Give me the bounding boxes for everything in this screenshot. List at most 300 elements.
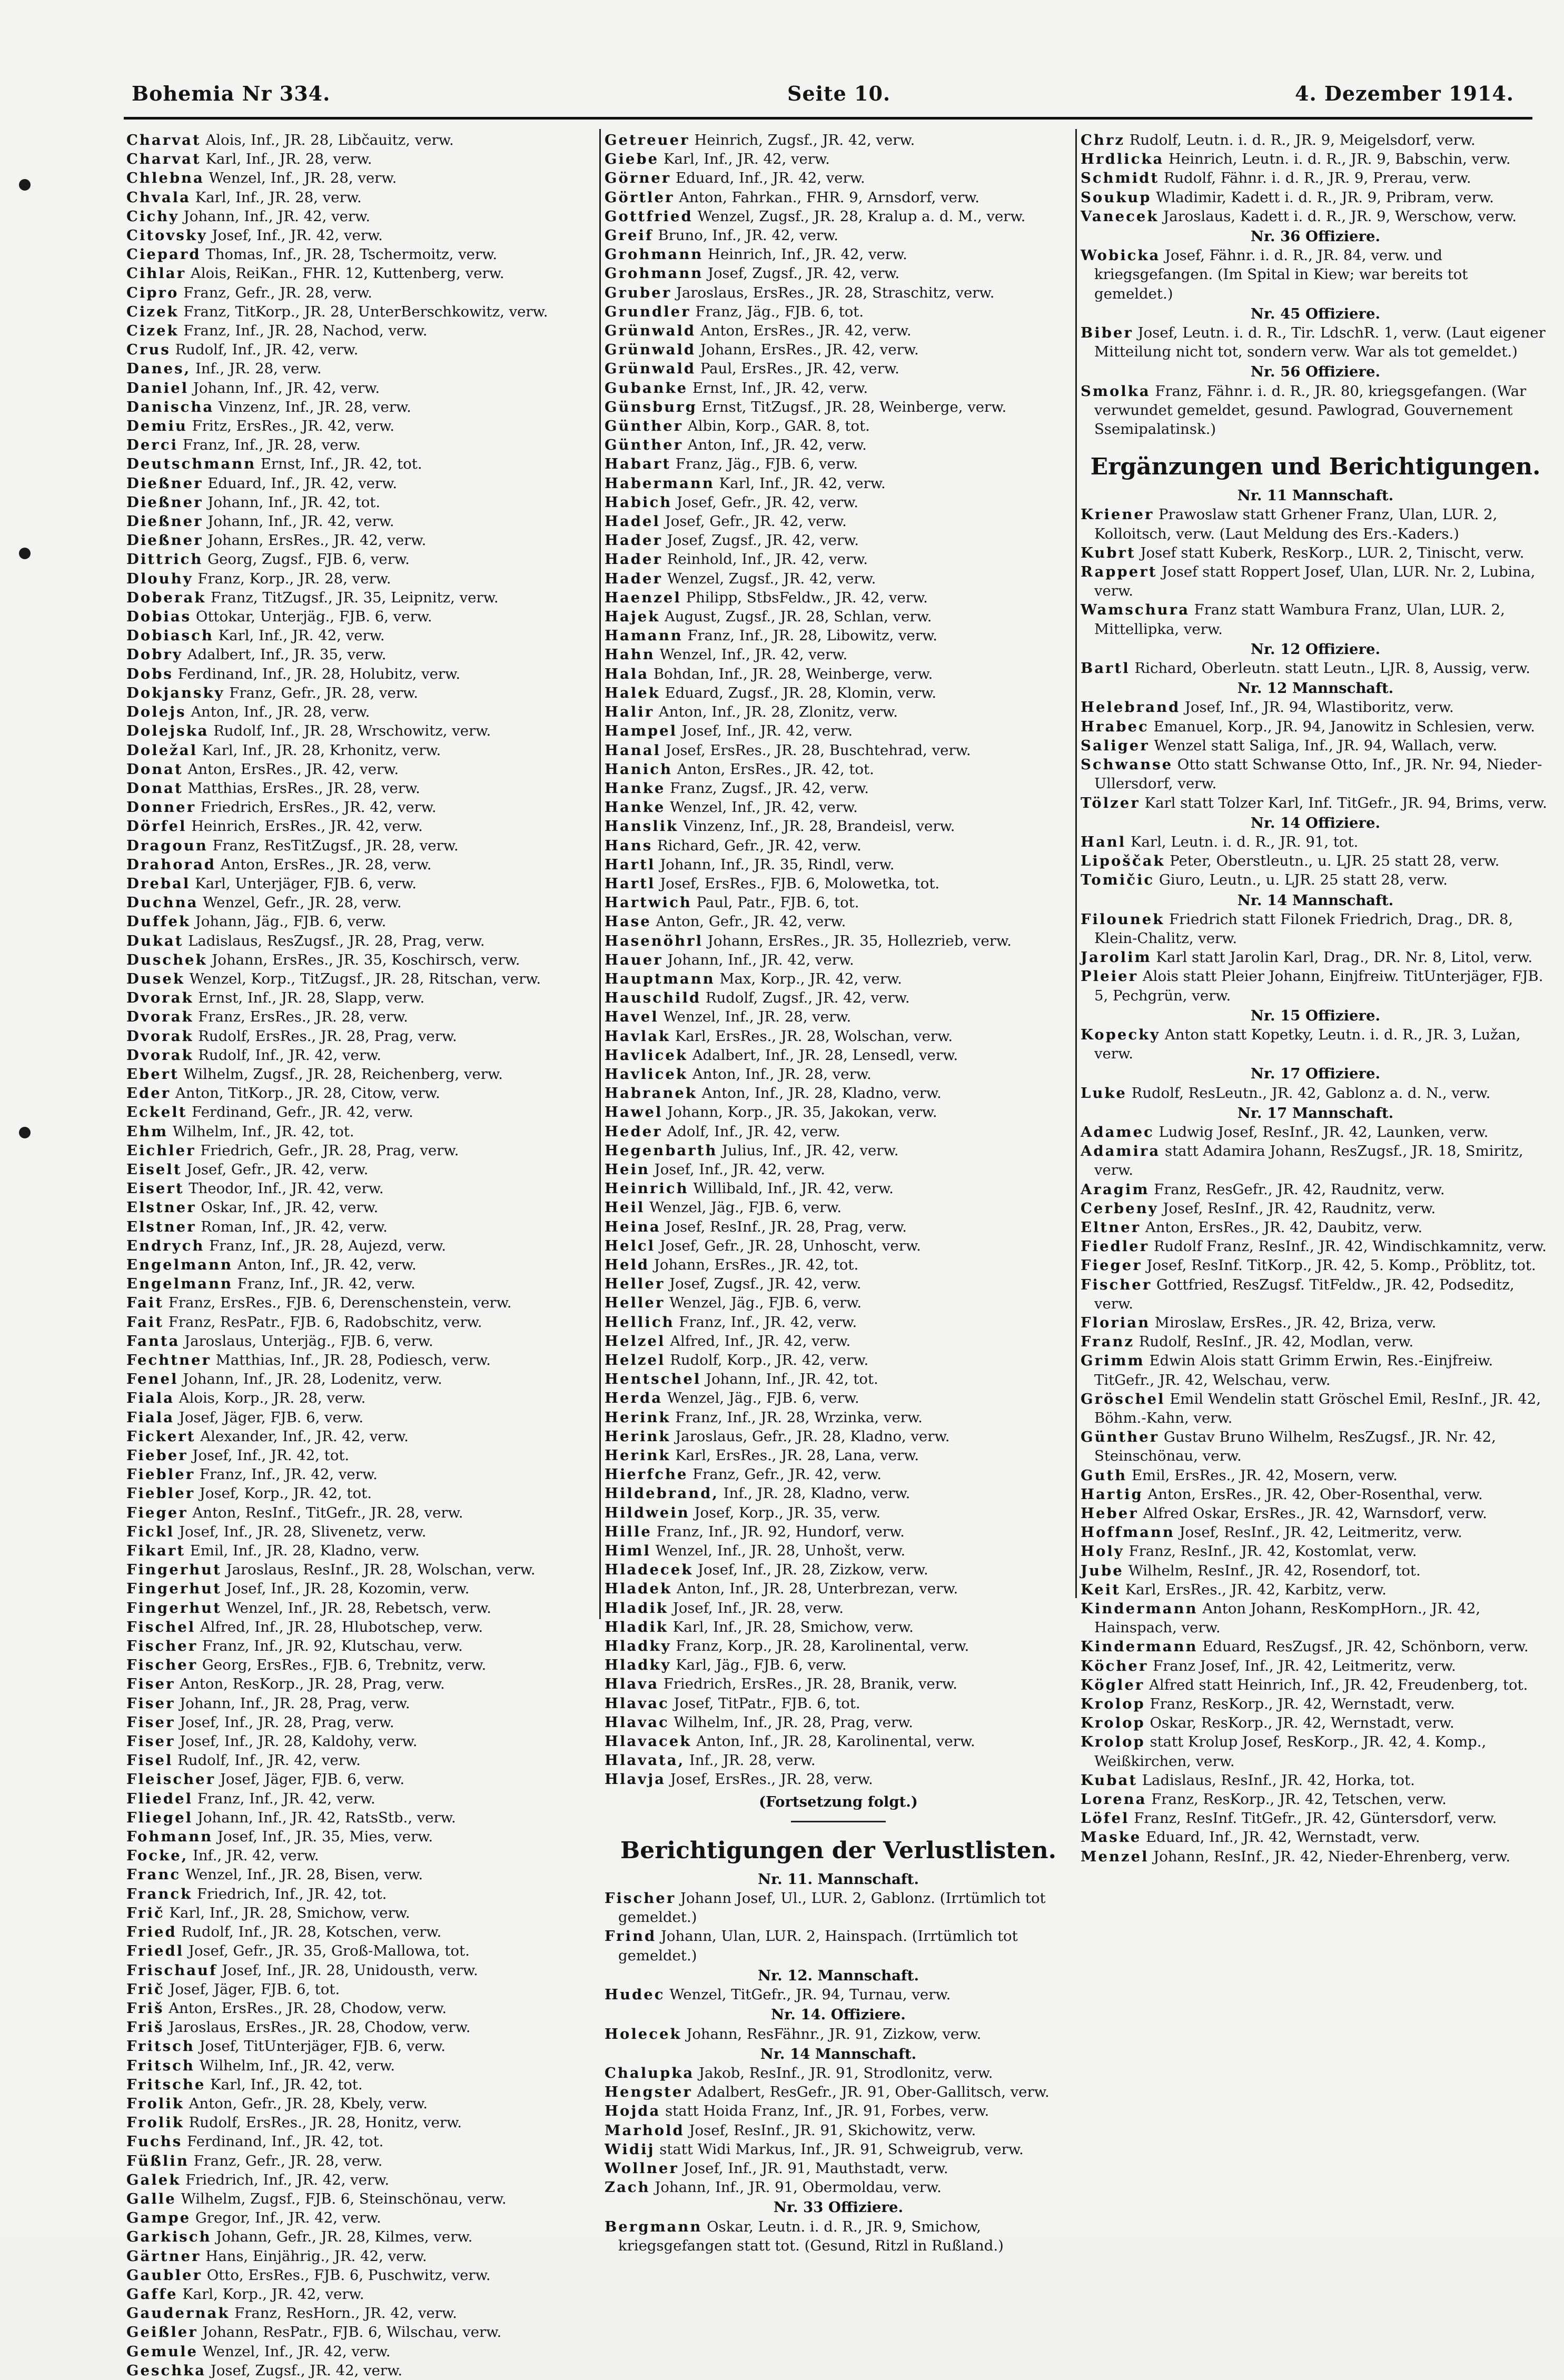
list-entry: Hierfche Franz, Gefr., JR. 42, verw. <box>605 1466 882 1483</box>
entry-surname: Gampe <box>126 2209 191 2227</box>
list-entry: Fiebler Franz, Inf., JR. 42, verw. <box>126 1466 378 1483</box>
entry-surname: Demiu <box>126 418 187 435</box>
list-entry: Smolka Franz, Fähnr. i. d. R., JR. 80, kriegsgefangen. (War verwundet gemeldet, gesund. Pawlograd, Gouvernement Ssemipalatinsk.) <box>1081 382 1527 438</box>
entry-surname: Fiala <box>126 1390 175 1407</box>
list-entry: Gruber Jaroslaus, ErsRes., JR. 28, Straschitz, verw. <box>605 284 995 301</box>
list-entry: Dießner Johann, ErsRes., JR. 42, verw. <box>126 532 427 549</box>
entry-surname: Löfel <box>1081 1810 1130 1827</box>
entry-surname: Hartwich <box>605 894 692 911</box>
list-entry: Dießner Eduard, Inf., JR. 42, verw. <box>126 474 398 492</box>
entry-surname: Cipro <box>126 284 179 301</box>
entry-surname: Eder <box>126 1085 171 1102</box>
entry-surname: Dießner <box>126 493 203 511</box>
entry-surname: Donat <box>126 760 183 778</box>
entry-surname: Hader <box>605 532 663 549</box>
list-entry: Hasenöhrl Johann, ErsRes., JR. 35, Hollezrieb, verw. <box>605 932 1012 949</box>
entry-surname: Doberak <box>126 589 206 606</box>
list-entry: Chrz Rudolf, Leutn. i. d. R., JR. 9, Meigelsdorf, verw. <box>1081 132 1476 148</box>
entry-surname: Görner <box>605 170 671 187</box>
list-entry: Donner Friedrich, ErsRes., JR. 42, verw. <box>126 799 437 816</box>
list-entry: Fritsch Wilhelm, Inf., JR. 42, verw. <box>126 2057 395 2074</box>
list-entry: Grünwald Anton, ErsRes., JR. 42, verw. <box>605 322 912 340</box>
section-title-supplements: Ergänzungen und Berichtigungen. <box>1090 453 1541 481</box>
list-entry: Fiser Johann, Inf., JR. 28, Prag, verw. <box>126 1694 410 1712</box>
entry-surname: Dittrich <box>126 551 203 568</box>
subsection-heading: Nr. 45 Offiziere. <box>1250 305 1381 322</box>
list-entry: Fiser Anton, ResKorp., JR. 28, Prag, verw. <box>126 1675 445 1693</box>
entry-surname: Tomičic <box>1081 871 1155 889</box>
list-entry: Lipoščak Peter, Oberstleutn., u. LJR. 25 statt 28, verw. <box>1081 852 1500 870</box>
column-3 <box>1081 131 1550 1866</box>
entry-surname: Eichler <box>126 1142 196 1159</box>
entry-surname: Charvat <box>126 132 201 148</box>
list-entry: Danes, Inf., JR. 28, verw. <box>126 360 322 378</box>
list-entry: Keit Karl, ErsRes., JR. 42, Karbitz, verw. <box>1081 1581 1387 1598</box>
list-entry: Dittrich Georg, Zugsf., FJB. 6, verw. <box>126 551 410 568</box>
entry-surname: Fritsch <box>126 2038 195 2055</box>
entry-surname: Fiedler <box>1081 1238 1150 1255</box>
entry-surname: Eisert <box>126 1180 184 1197</box>
list-entry: Vanecek Jaroslaus, Kadett i. d. R., JR. 9, Werschow, verw. <box>1081 207 1517 225</box>
list-entry: Marhold Josef, ResInf., JR. 91, Skichowitz, verw. <box>605 2121 976 2139</box>
list-entry: Habermann Karl, Inf., JR. 42, verw. <box>605 474 886 492</box>
list-entry: Gottfried Wenzel, Zugsf., JR. 28, Kralup a. d. M., verw. <box>605 207 1026 225</box>
list-entry: Hlavac Wilhelm, Inf., JR. 28, Prag, verw. <box>605 1713 914 1731</box>
list-entry: Fingerhut Jaroslaus, ResInf., JR. 28, Wolschan, verw. <box>126 1561 536 1579</box>
entry-surname: Fait <box>126 1294 164 1312</box>
section-title-corrections: Berichtigungen der Verlustlisten. <box>620 1837 1056 1864</box>
entry-surname: Franz <box>1081 1333 1134 1351</box>
list-entry: Löfel Franz, ResInf. TitGefr., JR. 42, Güntersdorf, verw. <box>1081 1810 1497 1827</box>
margin-dot <box>19 548 31 559</box>
entry-surname: Wamschura <box>1081 601 1190 619</box>
list-entry: Heina Josef, ResInf., JR. 28, Prag, verw. <box>605 1218 907 1235</box>
list-entry: Heller Josef, Zugsf., JR. 42, verw. <box>605 1275 862 1293</box>
list-entry: Lorena Franz, ResKorp., JR. 42, Tetschen, verw. <box>1081 1791 1447 1808</box>
list-entry: Ehm Wilhelm, Inf., JR. 42, tot. <box>126 1123 354 1140</box>
entry-surname: Fingerhut <box>126 1580 222 1598</box>
entry-surname: Zach <box>605 2179 650 2196</box>
entry-surname: Fiebler <box>126 1466 195 1483</box>
entry-surname: Widij <box>605 2140 655 2158</box>
entry-surname: Danischa <box>126 398 214 415</box>
list-entry: Hrdlicka Heinrich, Leutn. i. d. R., JR. 9, Babschin, verw. <box>1081 151 1511 168</box>
list-entry: Hildebrand, Inf., JR. 28, Kladno, verw. <box>605 1485 910 1502</box>
list-entry: Hase Anton, Gefr., JR. 42, verw. <box>605 913 846 930</box>
entry-surname: Helzel <box>605 1352 666 1368</box>
entry-surname: Keit <box>1081 1581 1121 1598</box>
list-entry: Greif Bruno, Inf., JR. 42, verw. <box>605 227 838 244</box>
list-entry: Dießner Johann, Inf., JR. 42, verw. <box>126 513 394 530</box>
entry-surname: Wobicka <box>1081 247 1161 264</box>
entry-surname: Herink <box>605 1427 671 1445</box>
entry-surname: Bergmann <box>605 2218 702 2235</box>
entry-surname: Heina <box>605 1218 661 1235</box>
entry-surname: Frischauf <box>126 1961 217 1979</box>
list-entry: Hauschild Rudolf, Zugsf., JR. 42, verw. <box>605 989 910 1007</box>
list-entry: Biber Josef, Leutn. i. d. R., Tir. LdschR. 1, verw. (Laut eigener Mitteilung nicht tot, sondern verw. War als tot gemeldet.) <box>1081 324 1546 361</box>
entry-surname: Cichy <box>126 207 180 225</box>
subsection-heading: Nr. 17 Offiziere. <box>1250 1065 1381 1083</box>
list-entry: Luke Rudolf, ResLeutn., JR. 42, Gablonz a. d. N., verw. <box>1081 1084 1491 1102</box>
list-entry: Hader Josef, Zugsf., JR. 42, verw. <box>605 532 859 549</box>
list-entry: Dragoun Franz, ResTitZugsf., JR. 28, verw. <box>126 837 459 854</box>
list-entry: Fiedler Rudolf Franz, ResInf., JR. 42, Windischkamnitz, verw. <box>1081 1238 1547 1255</box>
entry-surname: Aragim <box>1081 1181 1150 1198</box>
list-entry: Fickl Josef, Inf., JR. 28, Slivenetz, verw. <box>126 1523 427 1540</box>
list-entry: Fried Rudolf, Inf., JR. 28, Kotschen, verw. <box>126 1923 442 1941</box>
list-entry: Grimm Edwin Alois statt Grimm Erwin, Res.-Einjfreiw. TitGefr., JR. 42, Welschau, verw. <box>1081 1352 1493 1389</box>
entry-surname: Helcl <box>605 1237 656 1254</box>
list-entry: Dobias Ottokar, Unterjäg., FJB. 6, verw. <box>126 608 432 626</box>
entry-surname: Fieger <box>1081 1257 1142 1274</box>
entry-surname: Heber <box>1081 1505 1139 1522</box>
entry-surname: Fleischer <box>126 1771 216 1788</box>
list-entry: Citovsky Josef, Inf., JR. 42, verw. <box>126 227 383 244</box>
list-entry: Wobicka Josef, Fähnr. i. d. R., JR. 84, verw. und kriegsgefangen. (Im Spital in Kiew; war bereits tot gemeldet.) <box>1081 247 1468 302</box>
list-entry: Gaudernak Franz, ResHorn., JR. 42, verw. <box>126 2305 457 2322</box>
entry-surname: Fischer <box>126 1638 198 1655</box>
entry-surname: Pleier <box>1081 968 1139 985</box>
entry-surname: Franc <box>126 1866 181 1883</box>
entry-surname: Dobs <box>126 665 173 682</box>
column-1 <box>126 131 595 2380</box>
list-entry: Kindermann Eduard, ResZugsf., JR. 42, Schönborn, verw. <box>1081 1638 1529 1655</box>
entry-surname: Hase <box>605 913 651 930</box>
entry-surname: Dobry <box>126 646 183 663</box>
subsection-heading: Nr. 17 Mannschaft. <box>1237 1104 1394 1122</box>
entry-surname: Fickert <box>126 1427 196 1445</box>
entry-surname: Focke, <box>126 1847 189 1865</box>
list-entry: Fritsche Karl, Inf., JR. 42, tot. <box>126 2076 363 2093</box>
entry-surname: Hille <box>605 1523 652 1540</box>
entry-surname: Hartl <box>605 856 656 873</box>
list-entry: Hala Bohdan, Inf., JR. 28, Weinberge, verw. <box>605 665 933 682</box>
list-entry: Dolejs Anton, Inf., JR. 28, verw. <box>126 703 370 721</box>
list-entry: Fiala Alois, Korp., JR. 28, verw. <box>126 1390 366 1407</box>
list-entry: Günsburg Ernst, TitZugsf., JR. 28, Weinberge, verw. <box>605 398 1007 415</box>
entry-surname: Dobiasch <box>126 627 214 644</box>
entry-surname: Fieber <box>126 1447 188 1464</box>
entry-surname: Geschka <box>126 2362 206 2379</box>
list-entry: Günther Anton, Inf., JR. 42, verw. <box>605 437 867 454</box>
list-entry: Krolop statt Krolup Josef, ResKorp., JR. 42, 4. Komp., Weißkirchen, verw. <box>1081 1733 1487 1770</box>
entry-surname: Eltner <box>1081 1218 1141 1236</box>
list-entry: Hojda statt Hoida Franz, Inf., JR. 91, Forbes, verw. <box>605 2103 989 2120</box>
entry-surname: Schwanse <box>1081 756 1173 774</box>
entry-surname: Kindermann <box>1081 1600 1198 1618</box>
entry-surname: Duschek <box>126 951 207 968</box>
list-entry: Dobiasch Karl, Inf., JR. 42, verw. <box>126 627 385 644</box>
corrections-sections <box>605 1870 1072 2255</box>
entry-surname: Hartig <box>1081 1485 1143 1503</box>
entry-surname: Galle <box>126 2190 176 2207</box>
entry-surname: Krolop <box>1081 1695 1145 1713</box>
entry-surname: Hengster <box>605 2084 692 2101</box>
entry-surname: Dörfel <box>126 818 187 835</box>
list-entry: Dobs Ferdinand, Inf., JR. 28, Holubitz, verw. <box>126 665 461 682</box>
list-entry: Heinrich Willibald, Inf., JR. 42, verw. <box>605 1180 894 1197</box>
list-entry: Bergmann Oskar, Leutn. i. d. R., JR. 9, Smichow, kriegsgefangen statt tot. (Gesund, Ritzl in Rußland.) <box>605 2218 1004 2254</box>
list-entry: Fischel Alfred, Inf., JR. 28, Hlubotschep, verw. <box>126 1618 483 1635</box>
entry-surname: Hierfche <box>605 1466 688 1483</box>
entry-surname: Havlicek <box>605 1046 688 1064</box>
subsection-heading: Nr. 14 Mannschaft. <box>1237 891 1394 909</box>
list-entry: Crus Rudolf, Inf., JR. 42, verw. <box>126 341 359 359</box>
entry-surname: Friedl <box>126 1942 184 1960</box>
list-entry: Hader Wenzel, Zugsf., JR. 42, verw. <box>605 570 876 587</box>
entry-surname: Ciepard <box>126 246 201 263</box>
list-entry: Galek Friedrich, Inf., JR. 42, verw. <box>126 2171 390 2188</box>
entry-surname: Fanta <box>126 1332 180 1350</box>
list-entry: Elstner Oskar, Inf., JR. 42, verw. <box>126 1199 379 1216</box>
entry-surname: Hladky <box>605 1638 671 1655</box>
list-entry: Duffek Johann, Jäg., FJB. 6, verw. <box>126 913 387 930</box>
entry-surname: Grünwald <box>605 360 696 378</box>
list-entry: Fiser Josef, Inf., JR. 28, Kaldohy, verw. <box>126 1733 418 1750</box>
entry-surname: Bartl <box>1081 660 1130 677</box>
entry-surname: Hegenbarth <box>605 1142 718 1159</box>
entry-surname: Hajek <box>605 608 660 626</box>
list-entry: Fait Franz, ErsRes., FJB. 6, Derenschenstein, verw. <box>126 1294 512 1312</box>
list-entry: Kubrt Josef statt Kuberk, ResKorp., LUR. 2, Tinischt, verw. <box>1081 544 1525 561</box>
entry-surname: Grünwald <box>605 341 696 359</box>
list-entry: Jube Wilhelm, ResInf., JR. 42, Rosendorf, tot. <box>1081 1562 1421 1579</box>
header-publication: Bohemia Nr 334. <box>132 82 331 105</box>
entry-surname: Dvorak <box>126 1046 194 1064</box>
list-entry: Görner Eduard, Inf., JR. 42, verw. <box>605 170 865 187</box>
list-entry: Dvorak Franz, ErsRes., JR. 28, verw. <box>126 1008 408 1026</box>
list-entry: Hadel Josef, Gefr., JR. 42, verw. <box>605 513 847 530</box>
entry-surname: Hrabec <box>1081 718 1149 735</box>
list-entry: Füßlin Franz, Gefr., JR. 28, verw. <box>126 2152 383 2169</box>
list-entry: Galle Wilhelm, Zugsf., FJB. 6, Steinschönau, verw. <box>126 2190 507 2207</box>
list-entry: Held Johann, ErsRes., JR. 42, tot. <box>605 1256 859 1273</box>
entry-surname: Helebrand <box>1081 699 1181 716</box>
list-entry: Grundler Franz, Jäg., FJB. 6, tot. <box>605 303 864 320</box>
list-entry: Hlavata, Inf., JR. 28, verw. <box>605 1752 816 1769</box>
entry-surname: Dolejska <box>126 722 209 740</box>
entry-surname: Fiser <box>126 1733 175 1750</box>
list-entry: Hartwich Paul, Patr., FJB. 6, tot. <box>605 894 859 911</box>
list-entry: Günther Gustav Bruno Wilhelm, ResZugsf., JR. Nr. 42, Steinschönau, verw. <box>1081 1429 1496 1465</box>
list-entry: Tölzer Karl statt Tolzer Karl, Inf. TitGefr., JR. 94, Brims, verw. <box>1081 794 1547 811</box>
list-entry: Schwanse Otto statt Schwanse Otto, Inf., JR. Nr. 94, Nieder-Ullersdorf, verw. <box>1081 756 1542 792</box>
list-entry: Grohmann Josef, Zugsf., JR. 42, verw. <box>605 265 900 282</box>
list-entry: Halek Eduard, Zugsf., JR. 28, Klomin, verw. <box>605 684 937 701</box>
entry-surname: Herda <box>605 1390 663 1407</box>
list-entry: Hawel Johann, Korp., JR. 35, Jakokan, verw. <box>605 1104 937 1121</box>
list-entry: Fohmann Josef, Inf., JR. 35, Mies, verw. <box>126 1828 433 1846</box>
list-entry: Menzel Johann, ResInf., JR. 42, Nieder-Ehrenberg, verw. <box>1081 1848 1511 1865</box>
subsection-heading: Nr. 12 Mannschaft. <box>1237 680 1394 697</box>
list-entry: Gröschel Emil Wendelin statt Gröschel Emil, ResInf., JR. 42, Böhm.-Kahn, verw. <box>1081 1390 1541 1426</box>
entry-surname: Hentschel <box>605 1371 701 1388</box>
list-entry: Holecek Johann, ResFähnr., JR. 91, Zizkow, verw. <box>605 2025 982 2042</box>
entry-surname: Dokjansky <box>126 684 225 701</box>
list-entry: Hladik Josef, Inf., JR. 28, verw. <box>605 1599 844 1617</box>
list-entry: Geschka Josef, Zugsf., JR. 42, verw. <box>126 2362 403 2379</box>
entry-surname: Drebal <box>126 875 191 892</box>
entry-surname: Hanl <box>1081 833 1126 850</box>
entry-surname: Habart <box>605 455 671 473</box>
list-entry: Eckelt Ferdinand, Gefr., JR. 42, verw. <box>126 1104 413 1121</box>
entry-surname: Dvorak <box>126 1027 194 1045</box>
entry-surname: Hlava <box>605 1675 659 1693</box>
subsection-heading: Nr. 36 Offiziere. <box>1250 228 1381 245</box>
entry-surname: Fischer <box>126 1657 198 1674</box>
list-entry: Getreuer Heinrich, Zugsf., JR. 42, verw. <box>605 132 915 148</box>
list-entry: Danischa Vinzenz, Inf., JR. 28, verw. <box>126 398 411 415</box>
list-entry: Ebert Wilhelm, Zugsf., JR. 28, Reichenberg, verw. <box>126 1065 503 1083</box>
entry-surname: Geißler <box>126 2324 198 2341</box>
list-entry: Cichy Johann, Inf., JR. 42, verw. <box>126 207 371 225</box>
entry-surname: Ehm <box>126 1123 169 1140</box>
list-entry: Frolik Rudolf, ErsRes., JR. 28, Honitz, verw. <box>126 2114 462 2131</box>
entry-surname: Fingerhut <box>126 1599 222 1617</box>
entry-surname: Hans <box>605 837 653 854</box>
entry-surname: Galek <box>126 2171 181 2188</box>
entry-surname: Hlavacek <box>605 1733 692 1750</box>
list-entry: Habranek Anton, Inf., JR. 28, Kladno, verw. <box>605 1085 942 1102</box>
entry-surname: Hildwein <box>605 1504 690 1521</box>
entry-surname: Giebe <box>605 151 659 168</box>
entry-surname: Fried <box>126 1923 177 1941</box>
list-entry: Dobry Adalbert, Inf., JR. 35, verw. <box>126 646 387 663</box>
list-entry: Havel Wenzel, Inf., JR. 28, verw. <box>605 1008 852 1026</box>
entry-surname: Habich <box>605 493 672 511</box>
entry-surname: Dießner <box>126 513 203 530</box>
list-entry: Maske Eduard, Inf., JR. 42, Wernstadt, verw. <box>1081 1829 1420 1846</box>
entry-surname: Adamira <box>1081 1143 1161 1160</box>
entry-surname: Grünwald <box>605 322 696 340</box>
entry-surname: Holecek <box>605 2025 682 2042</box>
list-entry: Geißler Johann, ResPatr., FJB. 6, Wilschau, verw. <box>126 2324 502 2341</box>
entry-surname: Smolka <box>1081 382 1151 400</box>
entry-surname: Helzel <box>605 1332 666 1350</box>
list-entry: Friedl Josef, Gefr., JR. 35, Groß-Mallowa, tot. <box>126 1942 470 1960</box>
subsection-heading: Nr. 14. Offiziere. <box>771 2006 906 2024</box>
list-entry: Hlavja Josef, ErsRes., JR. 28, verw. <box>605 1771 873 1788</box>
subsection-heading: Nr. 12 Offiziere. <box>1250 640 1381 658</box>
list-entry: Frischauf Josef, Inf., JR. 28, Unidousth, verw. <box>126 1961 478 1979</box>
entry-surname: Herink <box>605 1409 671 1426</box>
list-entry: Gärtner Hans, Einjährig., JR. 42, verw. <box>126 2247 427 2265</box>
list-entry: Garkisch Johann, Gefr., JR. 28, Kilmes, verw. <box>126 2228 473 2246</box>
entry-surname: Maske <box>1081 1829 1142 1846</box>
entry-surname: Danes, <box>126 360 191 378</box>
list-entry: Widij statt Widi Markus, Inf., JR. 91, Schweigrub, verw. <box>605 2140 1024 2158</box>
list-entry: Fait Franz, ResPatr., FJB. 6, Radobschitz, verw. <box>126 1313 482 1331</box>
list-entry: Krolop Franz, ResKorp., JR. 42, Wernstadt, verw. <box>1081 1695 1455 1713</box>
list-entry: Eisert Theodor, Inf., JR. 42, verw. <box>126 1180 384 1197</box>
column-divider <box>1075 129 1077 1598</box>
list-entry: Focke, Inf., JR. 42, verw. <box>126 1847 319 1865</box>
list-entry: Adamec Ludwig Josef, ResInf., JR. 42, Launken, verw. <box>1081 1123 1489 1141</box>
list-entry: Charvat Alois, Inf., JR. 28, Libčauitz, verw. <box>126 132 454 148</box>
list-entry: Jarolim Karl statt Jarolin Karl, Drag., DR. Nr. 8, Litol, verw. <box>1081 949 1533 966</box>
margin-dot <box>19 1127 31 1138</box>
entry-surname: Halir <box>605 703 655 721</box>
entry-surname: Krolop <box>1081 1714 1145 1732</box>
entry-surname: Cihlar <box>126 265 186 282</box>
list-entry: Hein Josef, Inf., JR. 42, verw. <box>605 1161 825 1178</box>
list-entry: Fieger Anton, ResInf., TitGefr., JR. 28, verw. <box>126 1504 463 1521</box>
list-entry: Hlava Friedrich, ErsRes., JR. 28, Branik, verw. <box>605 1675 957 1693</box>
list-entry: Grohmann Heinrich, Inf., JR. 42, verw. <box>605 246 907 263</box>
list-entry: Fickert Alexander, Inf., JR. 42, verw. <box>126 1427 409 1445</box>
entry-surname: Hellich <box>605 1313 675 1331</box>
list-entry: Eiselt Josef, Gefr., JR. 42, verw. <box>126 1161 369 1178</box>
entry-surname: Kögler <box>1081 1676 1145 1693</box>
list-entry: Fieber Josef, Inf., JR. 42, tot. <box>126 1447 350 1464</box>
entry-surname: Gruber <box>605 284 672 301</box>
list-entry: Dvorak Rudolf, ErsRes., JR. 28, Prag, verw. <box>126 1027 457 1045</box>
list-entry: Franz Rudolf, ResInf., JR. 42, Modlan, verw. <box>1081 1333 1414 1351</box>
entry-surname: Grohmann <box>605 246 704 263</box>
entry-surname: Hladky <box>605 1657 671 1674</box>
entry-surname: Friš <box>126 2019 164 2036</box>
entry-surname: Dragoun <box>126 837 208 854</box>
entry-surname: Krolop <box>1081 1733 1145 1751</box>
entry-surname: Endrych <box>126 1237 205 1254</box>
entry-surname: Hlavac <box>605 1694 669 1712</box>
entry-surname: Gubanke <box>605 379 688 396</box>
list-entry: Dolejska Rudolf, Inf., JR. 28, Wrschowitz, verw. <box>126 722 491 740</box>
entry-surname: Halek <box>605 684 660 701</box>
list-entry: Tomičic Giuro, Leutn., u. LJR. 25 statt 28, verw. <box>1081 871 1448 889</box>
entry-surname: Hawel <box>605 1104 663 1121</box>
list-entry: Demiu Fritz, ErsRes., JR. 42, verw. <box>126 418 394 435</box>
entry-surname: Cerbeny <box>1081 1199 1159 1217</box>
entry-surname: Franck <box>126 1885 193 1902</box>
entry-surname: Frolik <box>126 2114 184 2131</box>
entry-surname: Füßlin <box>126 2152 189 2169</box>
casualty-list <box>605 131 1072 1789</box>
entry-surname: Hadel <box>605 513 660 530</box>
list-entry: Fischer Gottfried, ResZugsf. TitFeldw., JR. 42, Podseditz, verw. <box>1081 1276 1514 1312</box>
entry-surname: Saliger <box>1081 737 1150 754</box>
entry-surname: Hein <box>605 1161 650 1178</box>
list-entry: Habart Franz, Jäg., FJB. 6, verw. <box>605 455 858 473</box>
entry-surname: Dießner <box>126 532 203 549</box>
list-entry: Doberak Franz, TitZugsf., JR. 35, Leipnitz, verw. <box>126 589 499 606</box>
list-entry: Hanke Wenzel, Inf., JR. 42, verw. <box>605 799 858 816</box>
entry-surname: Kindermann <box>1081 1638 1198 1655</box>
entry-surname: Garkisch <box>126 2228 212 2246</box>
list-entry: Franc Wenzel, Inf., JR. 28, Bisen, verw. <box>126 1866 423 1883</box>
entry-surname: Hladik <box>605 1618 668 1635</box>
list-entry: Fischer Franz, Inf., JR. 92, Klutschau, verw. <box>126 1638 463 1655</box>
list-entry: Fliedel Franz, Inf., JR. 42, verw. <box>126 1790 375 1807</box>
list-entry: Ciepard Thomas, Inf., JR. 28, Tschermoitz, verw. <box>126 246 498 263</box>
subsection-heading: Nr. 11 Mannschaft. <box>1237 487 1394 504</box>
list-entry: Hentschel Johann, Inf., JR. 42, tot. <box>605 1371 878 1388</box>
list-entry: Hille Franz, Inf., JR. 92, Hundorf, verw. <box>605 1523 905 1540</box>
entry-surname: Dukat <box>126 932 184 949</box>
entry-surname: Fait <box>126 1313 164 1331</box>
list-entry: Hartl Johann, Inf., JR. 35, Rindl, verw. <box>605 856 895 873</box>
list-entry: Heller Wenzel, Jäg., FJB. 6, verw. <box>605 1294 862 1312</box>
entry-surname: Frolik <box>126 2095 184 2112</box>
entry-surname: Cizek <box>126 303 179 320</box>
subsection-heading: Nr. 56 Offiziere. <box>1250 363 1381 381</box>
list-entry: Florian Miroslaw, ErsRes., JR. 42, Briza, verw. <box>1081 1314 1437 1331</box>
entry-surname: Fickl <box>126 1523 175 1540</box>
list-entry: Fiebler Josef, Korp., JR. 42, tot. <box>126 1485 372 1502</box>
list-entry: Fischer Johann Josef, Ul., LUR. 2, Gablonz. (Irrtümlich tot gemeldet.) <box>605 1890 1046 1926</box>
entry-surname: Havlicek <box>605 1065 688 1083</box>
